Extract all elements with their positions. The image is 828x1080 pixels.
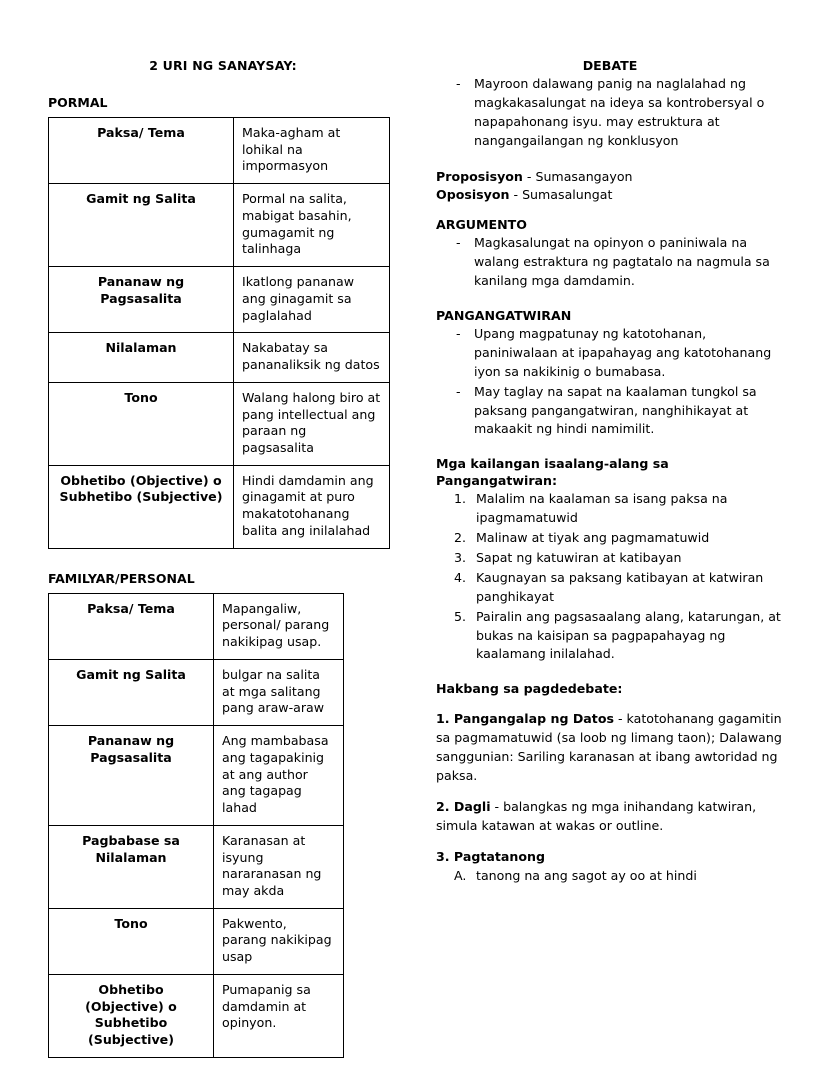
proposisyon-value: - Sumasangayon (522, 168, 633, 184)
table-cell-key: Obhetibo (Objective) o Subhetibo (Subjective) (49, 974, 214, 1057)
table-cell-value: Hindi damdamin ang ginagamit at puro makatotohanang balita ang inilalahad (234, 465, 390, 548)
table-cell-key: Pananaw ng Pagsasalita (49, 267, 234, 333)
table-cell-key: Tono (49, 908, 214, 974)
list-kailangan (436, 490, 784, 664)
oposisyon-value: - Sumasalungat (509, 187, 613, 203)
list-item: - Upang magpatunay ng katotohanan, paniniwalaan at ipapahayag ang katotohanang iyon sa nakikinig o bumabasa. (436, 325, 784, 382)
table-cell-value: bulgar na salita at mga salitang pang araw-araw (214, 659, 344, 725)
list-pagtatanong (436, 867, 784, 886)
step-2 (436, 798, 784, 836)
table-cell-value: Ang mambabasa ang tagapakinig at ang author ang tagapag lahad (214, 726, 344, 826)
table-cell-key: Gamit ng Salita (49, 659, 214, 725)
step-1 (436, 710, 784, 786)
table-cell-value: Maka-agham at lohikal na impormasyon (234, 118, 390, 184)
oposisyon-line (436, 186, 784, 205)
right-column (436, 58, 784, 886)
table-row (49, 184, 390, 267)
table-row (49, 908, 344, 974)
section-label-pormal: PORMAL (48, 95, 108, 110)
table-row (49, 974, 344, 1057)
table-cell-value: Pormal na salita, mabigat basahin, gumagamit ng talinhaga (234, 184, 390, 267)
table-row (49, 659, 344, 725)
table-row (49, 118, 390, 184)
list-item: - May taglay na sapat na kaalaman tungkol sa paksang pangangatwiran, nanghihikayat at makaakit ng hindi namimilit. (436, 383, 784, 440)
heading-hakbang: Hakbang sa pagdedebate: (436, 681, 623, 697)
table-cell-value: Walang halong biro at pang intellectual ang paraan ng pagsasalita (234, 382, 390, 465)
oposisyon-label: Oposisyon (436, 187, 510, 203)
heading-kailangan-line2: Pangangatwiran: (436, 473, 558, 489)
table-row (49, 825, 344, 908)
table-cell-value: Pumapanig sa damdamin at opinyon. (214, 974, 344, 1057)
page-title: 2 URI NG SANAYSAY: (149, 58, 297, 73)
proposisyon-line (436, 168, 784, 187)
step-2-label: 2. Dagli (436, 798, 491, 814)
table-cell-value: Pakwento, parang nakikipag usap (214, 908, 344, 974)
table-cell-value: Mapangaliw, personal/ parang nakikipag usap. (214, 593, 344, 659)
step-2-text: - balangkas ng mga inihandang katwiran, simula katawan at wakas or outline. (436, 798, 757, 833)
table-cell-value: Ikatlong pananaw ang ginagamit sa paglalahad (234, 267, 390, 333)
proposisyon-label: Proposisyon (436, 168, 523, 184)
step-1-label: 1. Pangangalap ng Datos (436, 711, 614, 727)
list-item: Malinaw at tiyak ang pagmamatuwid (476, 530, 710, 546)
table-row (49, 465, 390, 548)
table-cell-key: Obhetibo (Objective) o Subhetibo (Subjective) (49, 465, 234, 548)
step-3-label: 3. Pagtatanong (436, 848, 545, 864)
section-label-familyar: FAMILYAR/PERSONAL (48, 570, 195, 586)
list-pangangatwiran (436, 325, 784, 439)
table-row (49, 593, 344, 659)
table-cell-key: Paksa/ Tema (49, 593, 214, 659)
table-row (49, 267, 390, 333)
table-row (49, 333, 390, 382)
table-cell-key: Pagbabase sa Nilalaman (49, 825, 214, 908)
table-row (49, 382, 390, 465)
heading-argumento: ARGUMENTO (436, 217, 527, 233)
list-item: Sapat ng katuwiran at katibayan (476, 550, 682, 566)
table-cell-key: Nilalaman (49, 333, 234, 382)
list-item: tanong na ang sagot ay oo at hindi (476, 867, 697, 883)
heading-debate: DEBATE (582, 58, 638, 73)
list-item: Malalim na kaalaman sa isang paksa na ipagmamatuwid (476, 491, 728, 526)
left-column (48, 58, 398, 1080)
heading-kailangan-line1: Mga kailangan isaalang-alang sa (436, 456, 669, 472)
heading-pangangatwiran: PANGANGATWIRAN (436, 308, 572, 324)
table-cell-value: Nakabatay sa pananaliksik ng datos (234, 333, 390, 382)
table-cell-value: Karanasan at isyung nararanasan ng may akda (214, 825, 344, 908)
table-familyar-personal (48, 593, 344, 1058)
table-cell-key: Tono (49, 382, 234, 465)
table-cell-key: Gamit ng Salita (49, 184, 234, 267)
table-row (49, 726, 344, 826)
list-item: - Magkasalungat na opinyon o paniniwala na walang estraktura ng pagtatalo na nagmula sa kanilang mga damdamin. (436, 234, 784, 291)
list-item: - Mayroon dalawang panig na naglalahad ng magkakasalungat na ideya sa kontrobersyal o napapahonang isyu. may estruktura at nangangailangan ng konklusyon (436, 75, 784, 151)
list-item: Pairalin ang pagsasaalang alang, katarungan, at bukas na kaisipan sa pagpapahayag ng kaalamang inilalahad. (476, 608, 781, 662)
list-item: Kaugnayan sa paksang katibayan at katwiran panghikayat (476, 569, 764, 604)
table-cell-key: Pananaw ng Pagsasalita (49, 726, 214, 826)
list-debate (436, 75, 784, 151)
step-1-text: - katotohanang gagamitin sa pagmamatuwid (sa loob ng limang taon); Dalawang sanggunian: Sariling karanasan at ibang awtoridad ng paksa. (436, 711, 782, 784)
table-cell-key: Paksa/ Tema (49, 118, 234, 184)
step-3 (436, 848, 784, 867)
list-argumento (436, 234, 784, 291)
table-pormal (48, 117, 390, 549)
